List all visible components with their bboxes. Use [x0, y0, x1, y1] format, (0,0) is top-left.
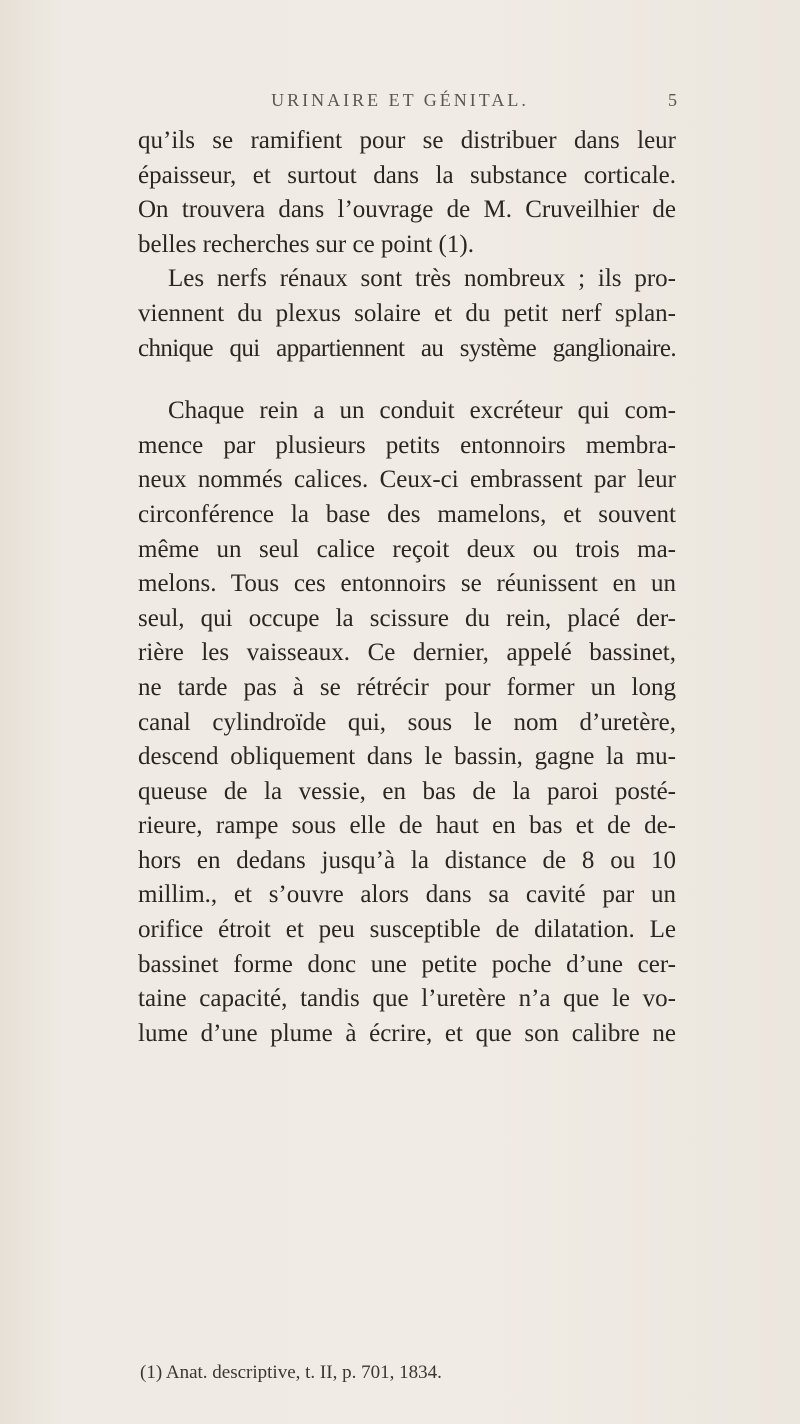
footnote: (1) Anat. descriptive, t. II, p. 701, 1834. — [140, 1362, 442, 1383]
page-number: 5 — [668, 90, 677, 110]
body-text — [138, 124, 676, 1051]
text-line: épaisseur, et surtout dans la substance corticale. — [138, 161, 676, 189]
text-line: seul, qui occupe la scissure du rein, placé der- — [138, 604, 676, 632]
text-line: circonférence la base des mamelons, et souvent — [138, 500, 676, 528]
text-line: millim., et s’ouvre alors dans sa cavité par un — [138, 881, 676, 909]
text-line: hors en dedans jusqu’à la distance de 8 ou 10 — [138, 846, 676, 874]
text-line: viennent du plexus solaire et du petit nerf splan- — [138, 299, 676, 327]
paragraph-3 — [138, 394, 676, 1051]
text-line: melons. Tous ces entonnoirs se réunissent en un — [138, 570, 676, 598]
text-line: neux nommés calices. Ceux-ci embrassent par leur — [138, 466, 676, 494]
text-line: Chaque rein a un conduit excréteur qui com- — [168, 397, 676, 425]
running-head — [0, 90, 800, 116]
text-line: descend obliquement dans le bassin, gagne la mu- — [138, 743, 676, 771]
text-line: On trouvera dans l’ouvrage de M. Cruveilhier de — [138, 196, 676, 224]
running-title: URINAIRE ET GÉNITAL. — [271, 90, 529, 110]
paragraph-2 — [138, 262, 676, 366]
text-line: lume d’une plume à écrire, et que son calibre ne — [138, 1019, 676, 1047]
text-line: rieure, rampe sous elle de haut en bas et de de- — [138, 812, 676, 840]
paragraph-gap — [138, 366, 676, 394]
text-line: canal cylindroïde qui, sous le nom d’uretère, — [138, 708, 676, 736]
text-line: orifice étroit et peu susceptible de dilatation. Le — [138, 916, 676, 944]
text-line: même un seul calice reçoit deux ou trois ma- — [138, 535, 676, 563]
text-line: ne tarde pas à se rétrécir pour former un long — [138, 673, 676, 701]
text-line: taine capacité, tandis que l’uretère n’a que le vo- — [138, 985, 676, 1013]
text-line: Les nerfs rénaux sont très nombreux ; ils pro- — [168, 265, 676, 293]
text-line: chnique qui appartiennent au système ganglionaire. — [138, 334, 676, 362]
paragraph-1 — [138, 124, 676, 262]
text-line: mence par plusieurs petits entonnoirs membra- — [138, 431, 676, 459]
text-line: rière les vaisseaux. Ce dernier, appelé bassinet, — [138, 639, 676, 667]
text-line: bassinet forme donc une petite poche d’une cer- — [138, 950, 676, 978]
text-line: belles recherches sur ce point (1). — [138, 230, 474, 258]
text-line: queuse de la vessie, en bas de la paroi posté- — [138, 777, 676, 805]
text-line: qu’ils se ramifient pour se distribuer dans leur — [138, 127, 676, 154]
